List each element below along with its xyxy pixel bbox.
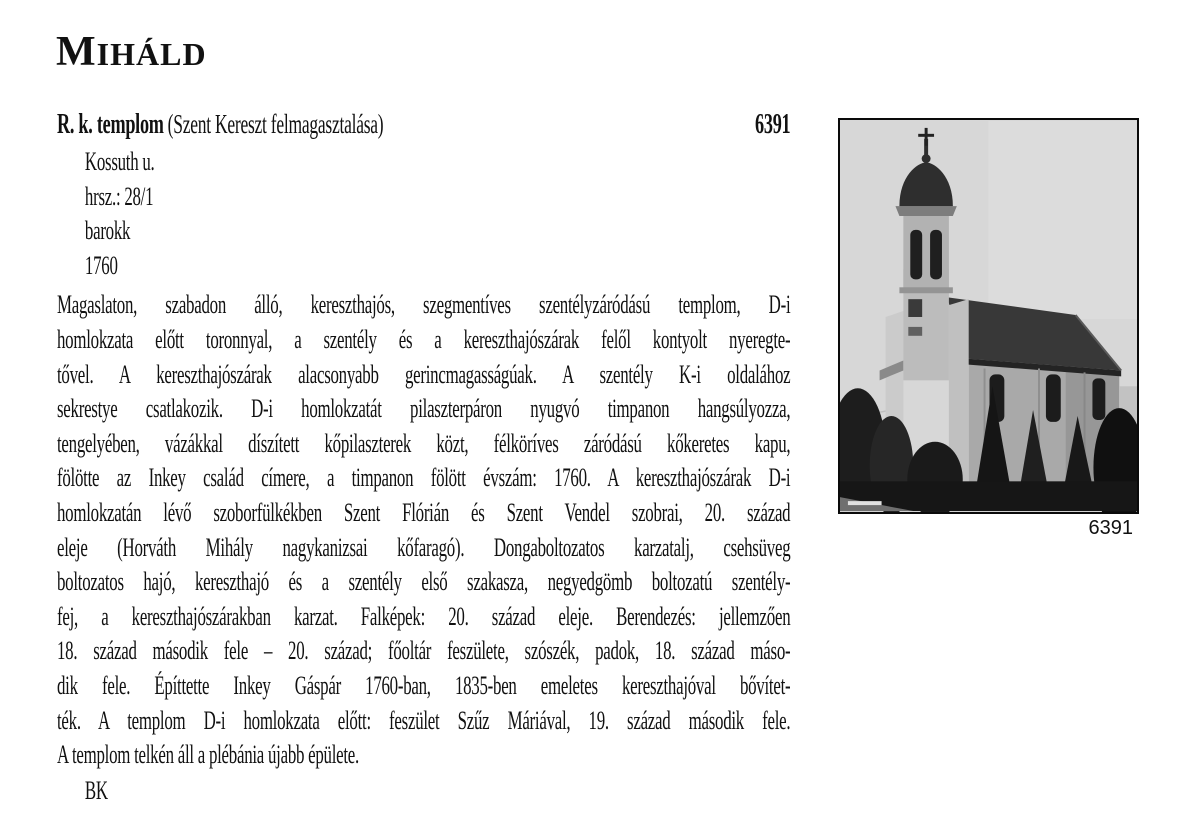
- monument-address: Kossuth u.: [84, 147, 155, 176]
- author-initials: BK: [84, 775, 108, 805]
- description-line: A templom telkén áll a plébánia újabb épülete.: [57, 740, 360, 770]
- monument-id-number: 6391: [755, 109, 791, 140]
- description-line: sekrestye csatlakozik. D-i homlokzatát pilaszterpáron nyugvó timpanon hangsúlyozza,: [57, 394, 791, 424]
- entry-heading-left: [57, 106, 383, 143]
- description-line: fölötte az Inkey család címere, a timpanon fölött évszám: 1760. A kereszthajószárak D-i: [57, 463, 791, 493]
- description-line: ték. A templom D-i homlokzata előtt: feszület Szűz Máriával, 19. század második fele.: [57, 705, 791, 735]
- photo-caption: 6391: [1088, 517, 1133, 539]
- entry-heading: [57, 106, 790, 143]
- description-line: 18. század második fele – 20. század; főoltár feszülete, szószék, padok, 18. század máso-: [57, 636, 791, 666]
- description-line: eleje (Horváth Mihály nagykanizsai kőfaragó). Dongaboltozatos karzatalj, csehsüveg: [57, 532, 791, 562]
- description-line: Magaslaton, szabadon álló, kereszthajós, szegmentíves szentélyzáródású templom, D-i: [57, 290, 791, 320]
- description-line: fej, a kereszthajószárakban karzat. Falképek: 20. század eleje. Berendezés: jellemzően: [57, 601, 791, 631]
- description-line: boltozatos hajó, kereszthajó és a szentély első szakasza, negyedgömb boltozatú szentély-: [57, 567, 791, 597]
- entry-text-column: [57, 106, 790, 808]
- description-line: tengelyében, vázákkal díszített kőpilaszterek közt, félköríves záródású kőkeretes kapu,: [57, 428, 791, 458]
- monument-style: barokk: [84, 216, 131, 246]
- description-line: dik fele. Építtette Inkey Gáspár 1760-ban, 1835-ben emeletes kereszthajóval bővítet-: [57, 670, 791, 700]
- church-photo: [838, 118, 1139, 514]
- description-line: tővel. A kereszthajószárak alacsonyabb gerincmagasságúak. A szentély K-i oldalához: [57, 359, 791, 389]
- page-title-rest: IHÁLD: [96, 36, 207, 72]
- monument-dedication: (Szent Kereszt felmagasztalása): [167, 109, 384, 139]
- monument-date: 1760: [84, 250, 118, 280]
- entry-description: [57, 288, 790, 772]
- monument-name: R. k. templom: [57, 109, 164, 140]
- page-title-initial: M: [56, 29, 97, 75]
- description-line: homlokzata előtt toronnyal, a szentély és a kereszthajószárak felől kontyolt nyeregte-: [57, 324, 791, 354]
- photo-block: [838, 118, 1139, 540]
- church-illustration: [840, 120, 1137, 512]
- page-title: [56, 30, 207, 76]
- description-line: homlokzatán lévő szoborfülkékben Szent Flórián és Szent Vendel szobrai, 20. század: [57, 497, 791, 527]
- monument-parcel: hrsz.: 28/1: [84, 181, 154, 211]
